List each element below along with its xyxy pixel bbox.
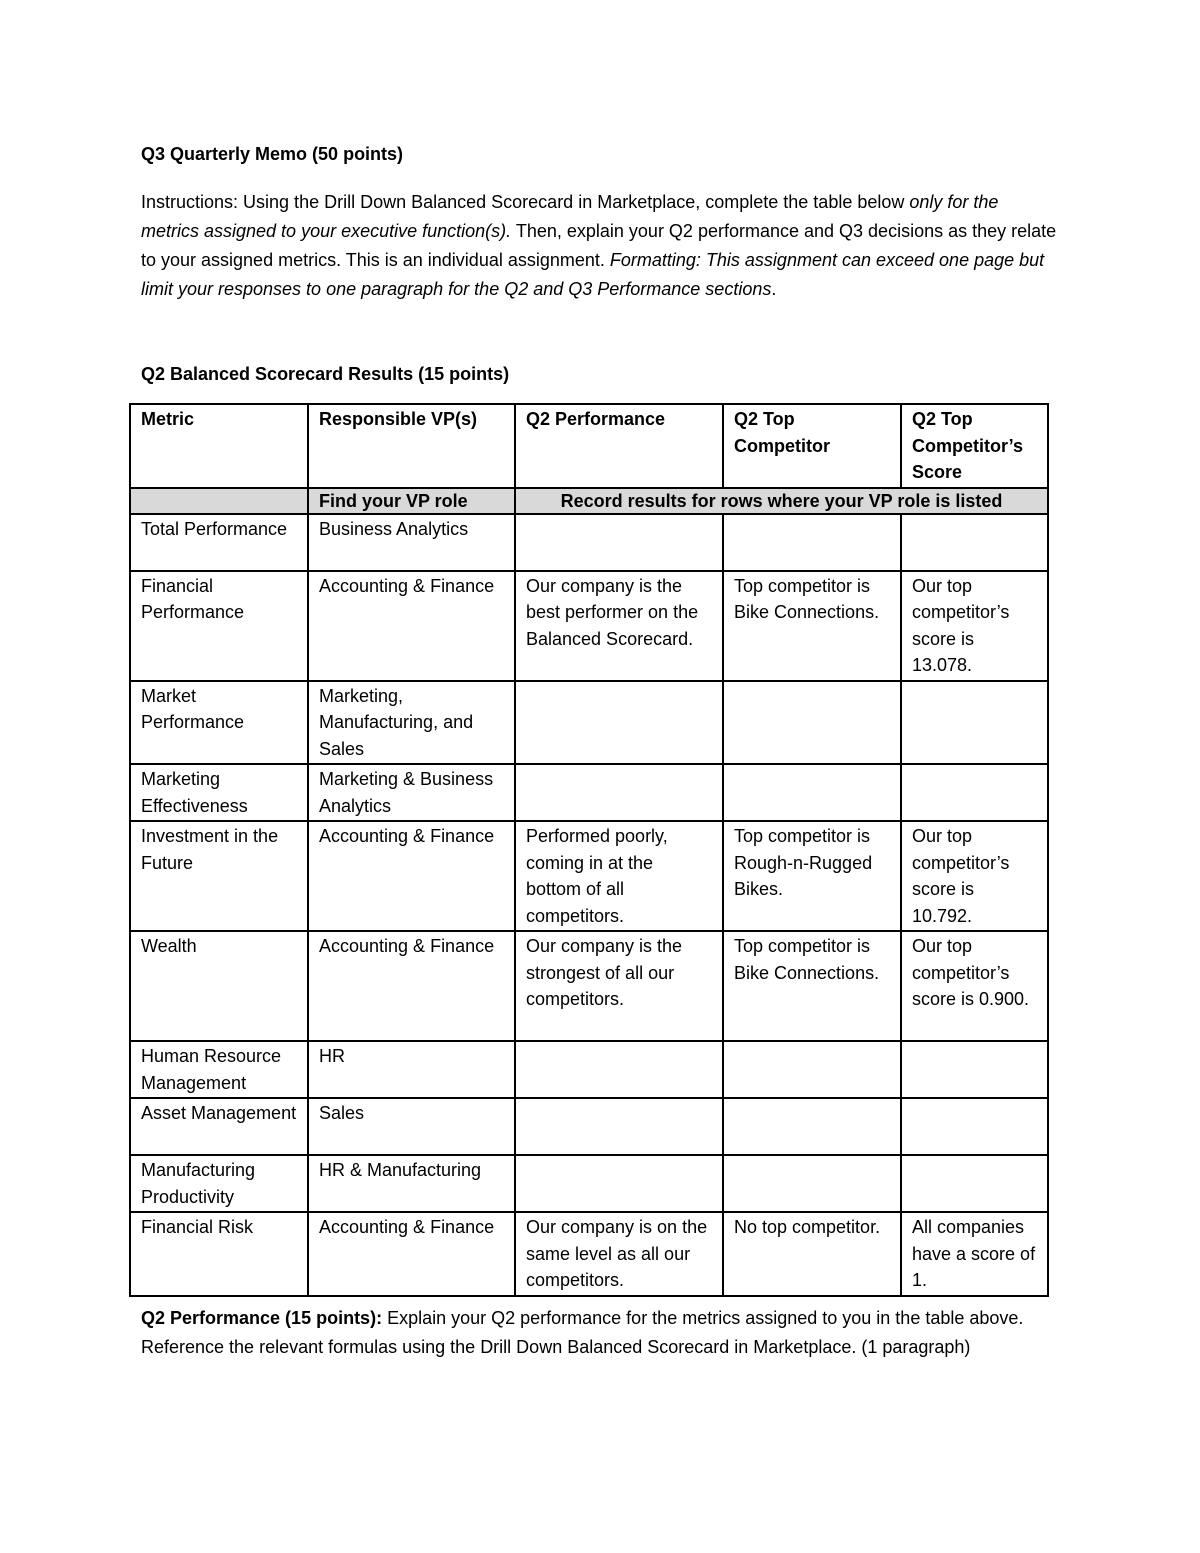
instructions-italic-1: only for the metrics assigned to your executive function(s).: [141, 192, 999, 241]
cell-performance[interactable]: [515, 764, 723, 821]
memo-page: [141, 140, 1061, 1357]
cell-score[interactable]: All companies have a score of 1.: [901, 1212, 1048, 1296]
cell-metric: Financial Risk: [130, 1212, 308, 1296]
cell-vp: Marketing, Manufacturing, and Sales: [308, 681, 515, 765]
cell-competitor[interactable]: Top competitor is Rough-n-Rugged Bikes.: [723, 821, 901, 931]
cell-competitor[interactable]: No top competitor.: [723, 1212, 901, 1296]
cell-metric: Marketing Effectiveness: [130, 764, 308, 821]
q2-performance-text: Explain your Q2 performance for the metrics assigned to you in the table above. Reference the relevant formulas using the Drill Down Balanced Scorecard in Marketplace. (1 paragraph): [141, 1308, 1024, 1357]
cell-performance[interactable]: Performed poorly, coming in at the bottom of all competitors.: [515, 821, 723, 931]
table-row: [130, 821, 1048, 931]
table-row: [130, 1155, 1048, 1212]
subheader-empty: [130, 488, 308, 514]
subheader-find-vp: Find your VP role: [308, 488, 515, 514]
cell-vp: Sales: [308, 1098, 515, 1155]
header-responsible-vp: Responsible VP(s): [308, 404, 515, 488]
cell-competitor[interactable]: [723, 764, 901, 821]
table-row: [130, 514, 1048, 571]
table-row: [130, 571, 1048, 681]
scorecard-table-wrapper: [129, 403, 1049, 1297]
cell-score[interactable]: Our top competitor’s score is 13.078.: [901, 571, 1048, 681]
cell-metric: Asset Management: [130, 1098, 308, 1155]
table-row: [130, 764, 1048, 821]
cell-competitor[interactable]: [723, 1041, 901, 1098]
cell-score[interactable]: [901, 1041, 1048, 1098]
cell-vp: Accounting & Finance: [308, 571, 515, 681]
table-row: [130, 1212, 1048, 1296]
table-row: [130, 681, 1048, 765]
instructions-text-1: Instructions: Using the Drill Down Balanced Scorecard in Marketplace, complete the table below: [141, 192, 910, 212]
cell-score[interactable]: [901, 1155, 1048, 1212]
cell-vp: Accounting & Finance: [308, 1212, 515, 1296]
cell-competitor[interactable]: Top competitor is Bike Connections.: [723, 571, 901, 681]
cell-vp: Business Analytics: [308, 514, 515, 571]
cell-metric: Human Resource Management: [130, 1041, 308, 1098]
cell-performance[interactable]: [515, 681, 723, 765]
table-row: [130, 1041, 1048, 1098]
header-q2-top-competitor-score: Q2 Top Competitor’s Score: [901, 404, 1048, 488]
cell-metric: Financial Performance: [130, 571, 308, 681]
subheader-record-results: Record results for rows where your VP role is listed: [515, 488, 1048, 514]
cell-performance[interactable]: Our company is on the same level as all our competitors.: [515, 1212, 723, 1296]
cell-score[interactable]: Our top competitor’s score is 10.792.: [901, 821, 1048, 931]
cell-competitor[interactable]: [723, 681, 901, 765]
table-header-row: [130, 404, 1048, 488]
cell-metric: Market Performance: [130, 681, 308, 765]
cell-competitor[interactable]: [723, 1155, 901, 1212]
cell-performance[interactable]: Our company is the best performer on the Balanced Scorecard.: [515, 571, 723, 681]
cell-vp: Marketing & Business Analytics: [308, 764, 515, 821]
cell-performance[interactable]: [515, 1155, 723, 1212]
cell-performance[interactable]: [515, 1098, 723, 1155]
cell-vp: HR: [308, 1041, 515, 1098]
cell-metric: Wealth: [130, 931, 308, 1041]
table-row: [130, 1098, 1048, 1155]
cell-performance[interactable]: [515, 514, 723, 571]
q2-performance-label: Q2 Performance (15 points):: [141, 1308, 383, 1328]
cell-metric: Total Performance: [130, 514, 308, 571]
header-q2-top-competitor: Q2 Top Competitor: [723, 404, 901, 488]
cell-score[interactable]: [901, 514, 1048, 571]
cell-performance[interactable]: Our company is the strongest of all our competitors.: [515, 931, 723, 1041]
cell-metric: Manufacturing Productivity: [130, 1155, 308, 1212]
cell-competitor[interactable]: [723, 514, 901, 571]
scorecard-table: [129, 403, 1049, 1297]
cell-vp: Accounting & Finance: [308, 931, 515, 1041]
cell-score[interactable]: [901, 681, 1048, 765]
cell-score[interactable]: [901, 1098, 1048, 1155]
cell-performance[interactable]: [515, 1041, 723, 1098]
instructions-paragraph: [141, 188, 1061, 304]
cell-competitor[interactable]: Top competitor is Bike Connections.: [723, 931, 901, 1041]
cell-score[interactable]: Our top competitor’s score is 0.900.: [901, 931, 1048, 1041]
cell-competitor[interactable]: [723, 1098, 901, 1155]
cell-metric: Investment in the Future: [130, 821, 308, 931]
memo-title: Q3 Quarterly Memo (50 points): [141, 144, 404, 164]
instructions-end: .: [771, 279, 777, 299]
instructions-text-2: Then, explain your Q2 performance and Q3 decisions as they relate to your assigned metrics. This is an individual assignment.: [141, 221, 1057, 270]
cell-vp: HR & Manufacturing: [308, 1155, 515, 1212]
table-row: [130, 931, 1048, 1041]
cell-vp: Accounting & Finance: [308, 821, 515, 931]
scorecard-title: Q2 Balanced Scorecard Results (15 points): [141, 364, 510, 384]
table-subheader-row: [130, 488, 1048, 514]
instructions-italic-2: Formatting: This assignment can exceed one page but limit your responses to one paragraph for the Q2 and Q3 Performance sections: [141, 250, 1045, 299]
header-metric: Metric: [130, 404, 308, 488]
cell-score[interactable]: [901, 764, 1048, 821]
q2-performance-paragraph: [141, 1304, 1056, 1362]
header-q2-performance: Q2 Performance: [515, 404, 723, 488]
